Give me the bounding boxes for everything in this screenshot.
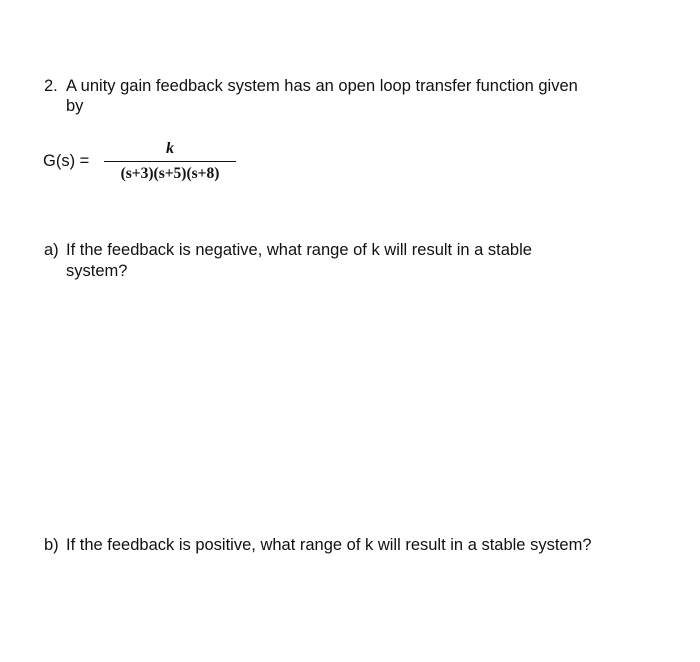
part-a-label: a) xyxy=(44,241,59,259)
part-a-text-line-1: If the feedback is negative, what range of k will result in a stable xyxy=(66,241,532,259)
equation-lhs: G(s) = xyxy=(43,152,90,170)
fraction-bar xyxy=(104,161,236,162)
fraction-numerator: k xyxy=(166,140,174,157)
part-b-label: b) xyxy=(44,536,59,554)
fraction-denominator: (s+3)(s+5)(s+8) xyxy=(120,165,220,182)
question-text-line-1: A unity gain feedback system has an open loop transfer function given xyxy=(66,77,578,95)
part-b-text-line-1: If the feedback is positive, what range of k will result in a stable system? xyxy=(66,536,592,554)
transfer-function-fraction xyxy=(104,140,236,188)
question-number: 2. xyxy=(44,77,58,95)
part-a-text-line-2: system? xyxy=(66,262,128,280)
question-text-line-2: by xyxy=(66,97,84,115)
